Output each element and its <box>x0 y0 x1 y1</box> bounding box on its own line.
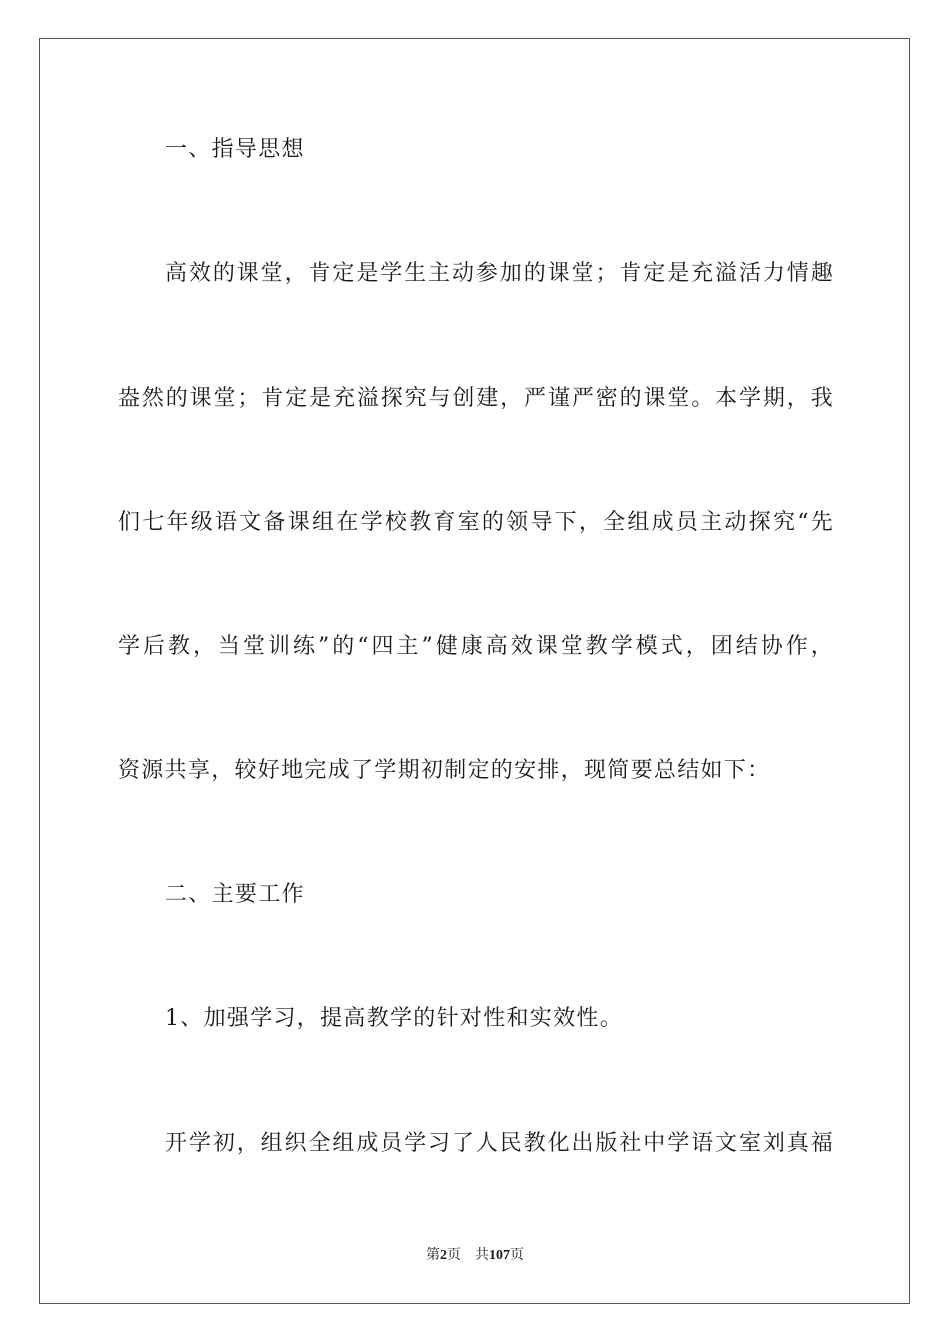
paragraph-line: 开学初，组织全组成员学习了人民教化出版社中学语文室刘真福 <box>165 1131 834 1156</box>
footer-total-prefix: 共 <box>475 1248 489 1263</box>
paragraph-line: 学后教，当堂训练”的“四主”健康高效课堂教学模式，团结协作， <box>118 634 834 659</box>
paragraph-line: 们七年级语文备课组在学校教育室的领导下，全组成员主动探究“先 <box>118 510 834 535</box>
footer-total-suffix: 页 <box>510 1248 524 1263</box>
footer-total-pages: 107 <box>489 1248 510 1263</box>
page-footer <box>0 1246 950 1266</box>
subheading-item-1: 1、加强学习，提高教学的针对性和实效性。 <box>165 1006 623 1031</box>
footer-page-number: 2 <box>440 1248 447 1263</box>
footer-page-prefix: 第 <box>426 1248 440 1263</box>
page-border <box>39 38 910 1304</box>
paragraph-line: 资源共享，较好地完成了学期初制定的安排，现简要总结如下： <box>118 758 771 783</box>
section-heading-main-work: 二、主要工作 <box>165 882 305 907</box>
paragraph-line: 高效的课堂，肯定是学生主动参加的课堂；肯定是充溢活力情趣 <box>165 261 834 286</box>
section-heading-guiding-thought: 一、指导思想 <box>165 137 305 162</box>
paragraph-line: 盎然的课堂；肯定是充溢探究与创建，严谨严密的课堂。本学期，我 <box>118 386 834 411</box>
footer-page-suffix: 页 <box>447 1248 461 1263</box>
